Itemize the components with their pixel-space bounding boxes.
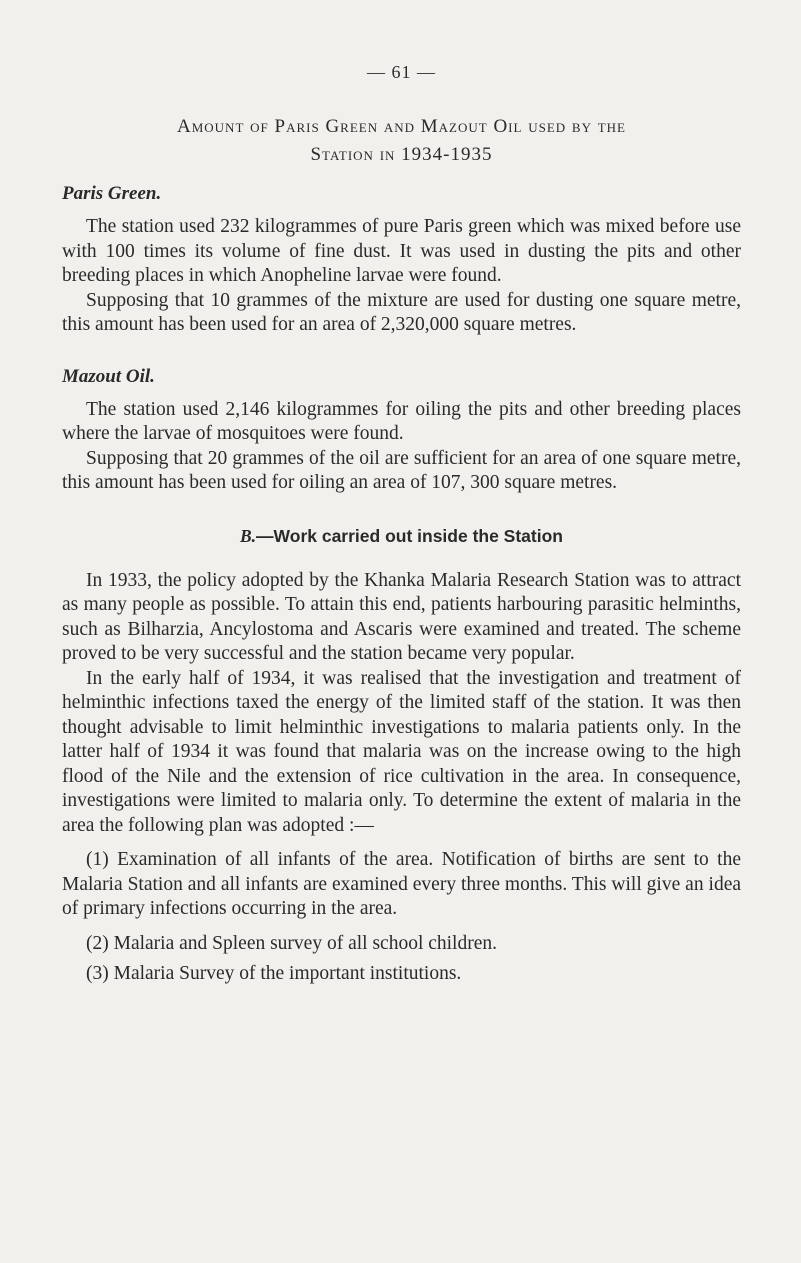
document-page bbox=[62, 62, 741, 987]
title-line-1: Amount of Paris Green and Mazout Oil used by the bbox=[177, 116, 626, 137]
mazout-oil-heading: Mazout Oil. bbox=[62, 365, 155, 387]
paris-green-para-2: Supposing that 10 grammes of the mixture are used for dusting one square metre, this amount has been used for an area of 2,320,000 square metres. bbox=[62, 289, 741, 335]
section-b-para-1: In 1933, the policy adopted by the Khanka Malaria Research Station was to attract as many people as possible. To attain this end, patients harbouring parasitic helminths, such as Bilharzia, Ancylostoma and Ascaris were examined and treated. The scheme proved to be very successful and the station became very popular. bbox=[62, 569, 741, 664]
mazout-oil-para-1: The station used 2,146 kilogrammes for oiling the pits and other breeding places where the larvae of mosquitoes were found. bbox=[62, 398, 741, 444]
plan-item-3: (3) Malaria Survey of the important institutions. bbox=[86, 963, 462, 984]
paris-green-heading: Paris Green. bbox=[62, 183, 162, 204]
mazout-oil-para-2: Supposing that 20 grammes of the oil are sufficient for an area of one square metre, this amount has been used for oiling an area of 107, 300 square metres. bbox=[62, 447, 741, 493]
section-b-letter: B. bbox=[239, 525, 257, 546]
plan-item-1: (1) Examination of all infants of the area. Notification of births are sent to the Malaria Station and all infants are examined every three months. This will give an idea of primary infections occurring in the area. bbox=[62, 849, 741, 919]
paris-green-para-1: The station used 232 kilogrammes of pure Paris green which was mixed before use with 100 times its volume of fine dust. It was used in dusting the pits and other breeding places in which Anopheline larvae were found. bbox=[62, 216, 741, 286]
section-b-title: —Work carried out inside the Station bbox=[256, 525, 563, 546]
plan-item-2: (2) Malaria and Spleen survey of all school children. bbox=[86, 932, 497, 954]
section-b-heading bbox=[62, 526, 741, 547]
section-b-para-2: In the early half of 1934, it was realised that the investigation and treatment of helminthic infections taxed the energy of the limited staff of the station. It was then thought advisable to limit helminthic investigations to malaria patients only. In the latter half of 1934 it was found that malaria was on the increase owing to the high flood of the Nile and the extension of rice cultivation in the area. In consequence, investigations were limited to malaria only. To determine the extent of malaria in the area the following plan was adopted :— bbox=[62, 667, 741, 836]
page-number: — 61 — bbox=[367, 62, 436, 82]
title-line-2: Station in 1934-1935 bbox=[310, 144, 493, 165]
